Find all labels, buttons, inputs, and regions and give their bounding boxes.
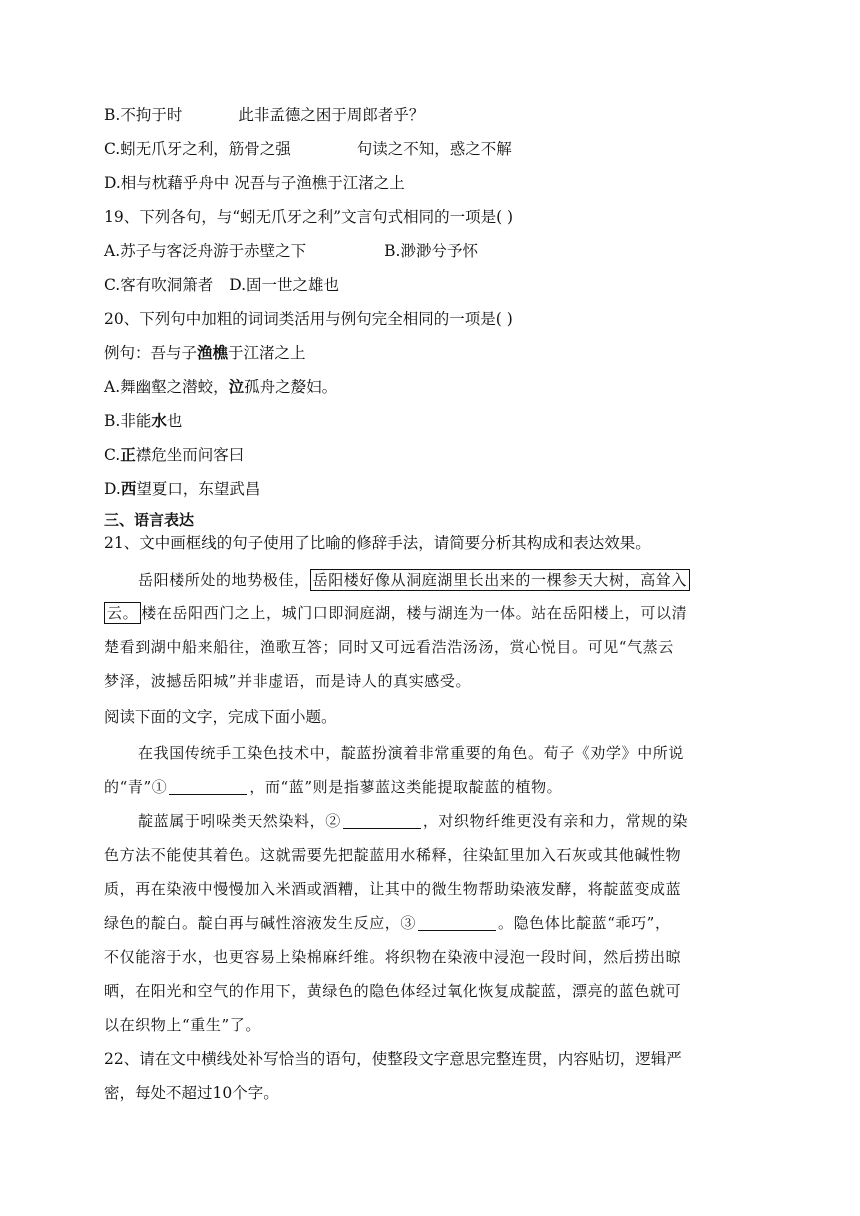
passage3-line5: 不仅能溶于水，也更容易上染棉麻纤维。将织物在染液中浸泡一段时间，然后捞出晾 <box>104 948 682 966</box>
q20-example-text: 例句：吾与子 <box>104 344 198 362</box>
q18-option-c-left: C.蚓无爪牙之利，筋骨之强 <box>104 140 291 158</box>
passage3-line2: 色方法不能使其着色。这就需要先把靛蓝用水稀释，往染缸里加入石灰或其他碱性物 <box>104 846 682 864</box>
q20-option-c-text: C. <box>104 446 121 464</box>
q20-option-c <box>104 444 244 466</box>
q20-option-b-bold: 水 <box>151 411 167 430</box>
passage3-line1 <box>138 810 688 832</box>
q21-stem: 21、文中画框线的句子使用了比喻的修辞手法，请简要分析其构成和表达效果。 <box>104 534 651 552</box>
blank-3[interactable] <box>418 914 496 931</box>
framed-sentence-part2: 云。 <box>104 602 141 624</box>
q19-stem: 19、下列各句，与“蚓无爪牙之利”文言句式相同的一项是( ) <box>104 208 514 226</box>
q20-option-b <box>104 410 182 432</box>
q20-option-d <box>104 478 260 500</box>
q19-options-cd <box>104 274 339 296</box>
q20-option-a-bold: 泣 <box>228 377 245 396</box>
q20-option-b-text: B.非能 <box>104 412 152 430</box>
q20-option-a-text-end: 孤舟之嫠妇。 <box>244 378 338 396</box>
q20-option-d-text: D. <box>104 480 121 498</box>
q22-line2: 密，每处不超过10个字。 <box>104 1084 279 1102</box>
q20-option-c-bold: 正 <box>120 445 136 464</box>
passage1-line3: 楚看到湖中船来船往，渔歌互答；同时又可远看浩浩汤汤，赏心悦目。可见“气蒸云 <box>104 638 674 656</box>
passage2-text-cont: ，而“蓝”则是指蓼蓝这类能提取靛蓝的植物。 <box>249 778 563 796</box>
q18-option-b <box>104 104 424 126</box>
passage1-line2 <box>104 602 687 624</box>
q22-line1: 22、请在文中横线处补写恰当的语句，使整段文字意思完整连贯，内容贴切，逻辑严 <box>104 1050 682 1068</box>
q20-option-a <box>104 376 337 398</box>
q19-option-a: A.苏子与客泛舟游于赤壁之下 <box>104 242 307 260</box>
passage3-text: 靛蓝属于吲哚类天然染料，② <box>138 812 341 830</box>
section-heading: 三、语言表达 <box>104 511 195 529</box>
q20-option-b-text-end: 也 <box>166 412 183 430</box>
q18-option-c-right: 句读之不知，惑之不解 <box>356 140 512 158</box>
q18-option-c <box>104 138 512 160</box>
passage2-text: 的“青”① <box>104 778 168 796</box>
passage3-text-4-cont: 。隐色体比靛蓝“乖巧”， <box>498 914 671 932</box>
passage2-line2 <box>104 776 562 798</box>
passage3-text-4: 绿色的靛白。靛白再与碱性溶液发生反应，③ <box>104 914 417 932</box>
passage1-text: 岳阳楼所处的地势极佳， <box>138 571 310 589</box>
framed-sentence-part1: 岳阳楼好像从洞庭湖里长出来的一棵参天大树，高耸入 <box>310 569 690 591</box>
passage2-line1: 在我国传统手工染色技术中，靛蓝扮演着非常重要的角色。荀子《劝学》中所说 <box>138 744 685 762</box>
q20-example-bold: 渔樵 <box>197 343 229 362</box>
passage1-line1 <box>138 569 690 591</box>
q20-option-d-text-end: 望夏口，东望武昌 <box>136 480 261 498</box>
q20-option-d-bold: 西 <box>120 479 137 498</box>
q20-example <box>104 342 306 364</box>
q19-option-c: C.客有吹洞箫者 <box>104 276 214 294</box>
q20-option-a-text: A.舞幽壑之潜蛟， <box>104 378 229 396</box>
blank-1[interactable] <box>169 778 247 795</box>
q18-option-b-left: B.不拘于时 <box>104 106 183 124</box>
q19-option-d: D.固一世之雄也 <box>229 276 340 294</box>
q18-option-b-right: 此非孟德之困于周郎者乎？ <box>238 106 425 124</box>
passage1-line4: 梦泽，波撼岳阳城”并非虚语，而是诗人的真实感受。 <box>104 672 472 690</box>
passage3-line6: 晒，在阳光和空气的作用下，黄绿色的隐色体经过氧化恢复成靛蓝，漂亮的蓝色就可 <box>104 982 682 1000</box>
q20-option-c-text-end: 襟危坐而问客曰 <box>135 446 245 464</box>
blank-2[interactable] <box>343 812 421 829</box>
passage3-text-cont: ，对织物纤维更没有亲和力，常规的染 <box>422 812 689 830</box>
passage1-text-cont: 楼在岳阳西门之上，城门口即洞庭湖，楼与湖连为一体。站在岳阳楼上，可以清 <box>141 604 688 622</box>
q19-option-b: B.渺渺兮予怀 <box>384 242 478 260</box>
passage3-line4 <box>104 912 671 934</box>
q19-options-ab <box>104 240 478 262</box>
q20-example-text-end: 于江渚之上 <box>228 344 306 362</box>
q20-stem: 20、下列句中加粗的词词类活用与例句完全相同的一项是( ) <box>104 310 513 328</box>
passage3-line3: 质，再在染液中慢慢加入米酒或酒糟，让其中的微生物帮助染液发酵，将靛蓝变成蓝 <box>104 880 682 898</box>
q18-option-d: D.相与枕藉乎舟中 况吾与子渔樵于江渚之上 <box>104 174 405 192</box>
passage3-line7: 以在织物上“重生”了。 <box>104 1016 261 1034</box>
reading-intro: 阅读下面的文字，完成下面小题。 <box>104 708 337 726</box>
